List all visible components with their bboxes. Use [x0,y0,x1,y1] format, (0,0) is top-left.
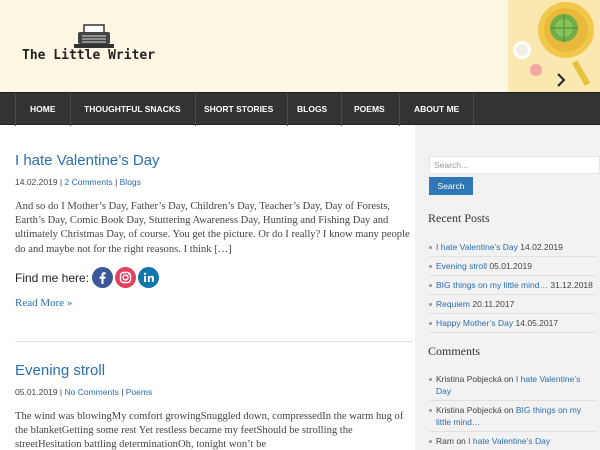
instagram-icon[interactable] [115,267,136,288]
meta-separator: | [121,387,126,397]
post [15,152,410,309]
recent-post-link[interactable]: Requiem [436,299,471,309]
nav-item-thoughtful-snacks[interactable]: THOUGHTFUL SNACKS [70,93,196,126]
post [15,362,410,450]
post-comments-link[interactable]: 2 Comments [64,177,113,187]
nav-item-home[interactable]: HOME [15,93,71,126]
list-item [429,370,597,401]
comment-author: Kristina Pobjecká [436,374,502,384]
nav-item-short-stories[interactable]: SHORT STORIES [190,93,288,126]
post-category-link[interactable]: Blogs [119,177,141,187]
comment-post-link[interactable]: I hate Valentine’s Day [468,436,551,446]
linkedin-icon[interactable] [138,267,159,288]
post-title[interactable]: Evening stroll [15,362,106,379]
post-excerpt: The wind was blowingMy comfort growingSnuggled down, compressedIn the warm hug of the blanketGetting some rest Yet restless became my feetShould be strolling the streetHesitation battling determinationOh, tonight won’t be [15,411,404,450]
post-date: 14.02.2019 [15,177,58,187]
nav-item-about-me[interactable]: ABOUT ME [400,93,474,126]
comment-author: Kristina Pobjecká [436,405,502,415]
comment-author: Ram [436,436,454,446]
list-item [429,432,597,450]
post-category-link[interactable]: Poems [125,387,153,397]
sidebar [415,125,600,450]
recent-post-link[interactable]: Evening stroll [436,261,488,271]
meta-separator: | [59,177,65,187]
facebook-icon[interactable] [92,267,113,288]
typewriter-icon [70,22,118,50]
list-item [429,238,597,257]
post-excerpt: And so do I Mother’s Day, Father’s Day, Children’s Day, Teacher’s Day, Day of Forests, Earth’s Day, Comic Book Day, Stuttering Awareness Day, Hunting and Fishing Day and ultimately Christmas Day, of course. You get the picture. Or do I really? I know many people do and maybe not for the right reasons. I think […] [15,201,410,255]
list-item [429,401,597,432]
list-item [429,276,597,295]
recent-post-link[interactable]: BIG things on my little mind… [436,280,548,290]
site-header [0,0,600,92]
recent-post-link[interactable]: Happy Mother’s Day [436,318,514,328]
recent-comments-list [429,370,597,450]
recent-posts-heading: Recent Posts [428,211,490,225]
social-links [15,266,410,290]
recent-post-link[interactable]: I hate Valentine’s Day [436,242,518,252]
recent-post-date: 20.11.2017 [472,299,515,309]
post-comments-link[interactable]: No Comments [64,387,119,397]
recent-posts-list [429,238,597,333]
comment-on: on [504,374,514,384]
list-item [429,295,597,314]
post-divider [15,341,413,342]
meta-separator: | [59,387,65,397]
nav-item-blogs[interactable]: BLOGS [283,93,342,126]
recent-post-date: 14.05.2017 [515,318,559,328]
find-me-label: Find me here: [15,270,90,285]
comment-on: on [504,405,514,415]
main-content [0,125,415,450]
list-item [429,314,597,333]
comment-post-link[interactable]: I hate Valentine’s Day [436,374,581,396]
nav-item-poems[interactable]: POEMS [340,93,400,126]
recent-post-date: 05.01.2019 [489,261,532,271]
search-input[interactable] [429,156,600,174]
recent-post-date: 14.02.2019 [520,242,563,252]
cactus-decoration [508,0,600,92]
meta-separator: | [115,177,120,187]
search-button[interactable]: Search [429,177,473,195]
site-title[interactable]: The Little Writer [22,48,156,63]
post-title[interactable]: I hate Valentine’s Day [15,152,160,169]
main-nav [0,92,600,125]
post-date: 05.01.2019 [15,387,58,397]
read-more-link[interactable]: Read More » [15,296,73,309]
comment-on: on [456,436,466,446]
list-item [429,257,597,276]
post-meta [15,387,410,397]
post-meta [15,177,410,187]
comment-post-link[interactable]: BIG things on my little mind… [436,405,582,427]
recent-post-date: 31.12.2018 [550,280,593,290]
comments-heading: Comments [428,344,481,358]
